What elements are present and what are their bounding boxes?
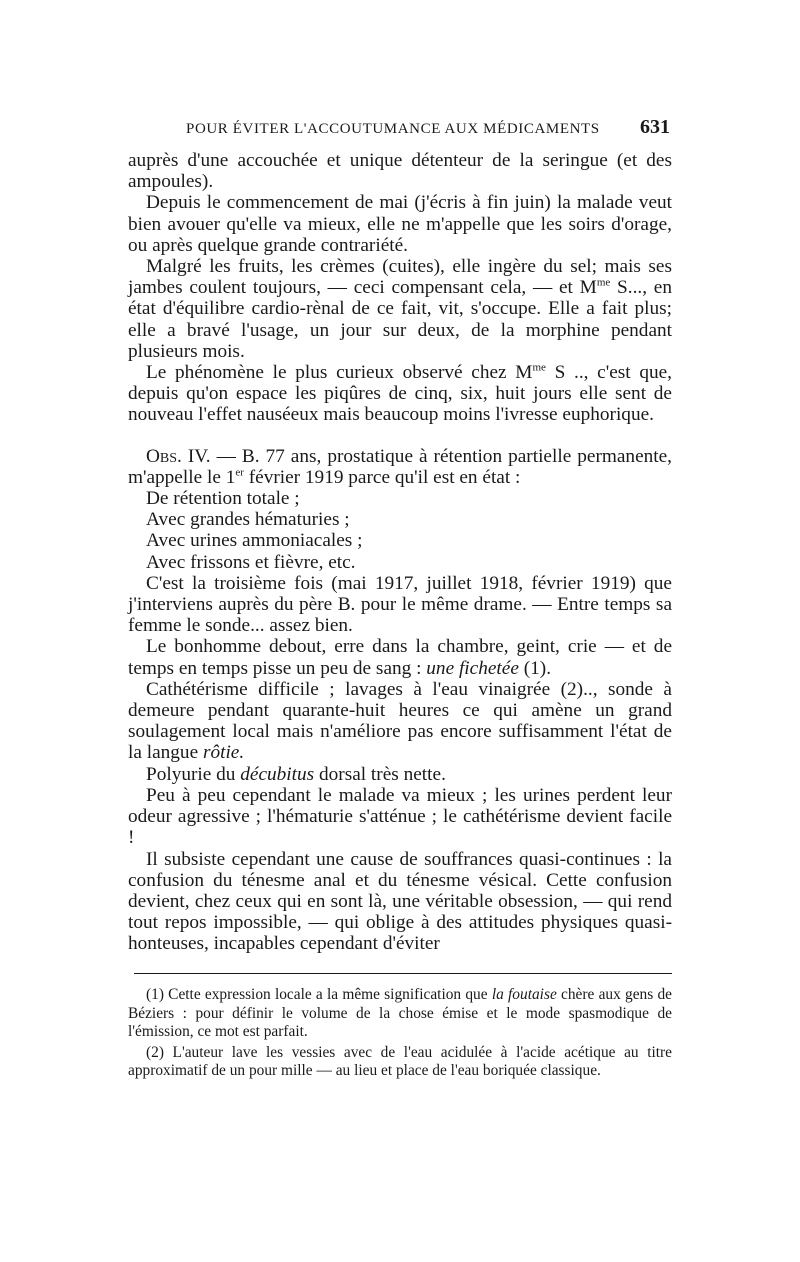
list-item: De rétention totale ; — [146, 488, 300, 510]
running-title: POUR ÉVITER L'ACCOUTUMANCE AUX MÉDICAMENTS — [186, 121, 600, 137]
list-item: Avec frissons et fièvre, etc. — [146, 551, 356, 573]
italic-text: décubitus — [240, 763, 315, 785]
list-item: Avec urines ammoniacales ; — [146, 530, 363, 552]
superscript: me — [596, 276, 611, 289]
text-run: Le phénomène le plus curieux observé chez M — [146, 362, 533, 384]
text-run: Le bonhomme debout, erre dans la chambre, geint, crie — et de temps en temps pisse un peu de sang : — [128, 636, 672, 679]
page-number: 631 — [640, 116, 670, 138]
text-run: S .., c'est que, depuis qu'on espace les piqûres de cinq, six, huit jours elle sent de nouveau l'effet nauséeux mais beaucoup moins l'ivresse euphorique. — [128, 362, 673, 426]
text-run: Polyurie du — [146, 763, 241, 785]
paragraph — [128, 764, 672, 785]
text-run: S..., en état d'équilibre cardio-rènal de ce fait, vit, s'occupe. Elle a fait plus; elle a bravé l'usage, un jour sur deux, de la morphine pendant plusieurs mois. — [128, 277, 673, 362]
page-header — [186, 116, 670, 139]
footnote-2: (2) L'auteur lave les vessies avec de l'eau acidulée à l'acide acétique au titre approximatif de un pour mille — au lieu et place de l'eau boriquée classique. — [128, 1043, 672, 1079]
text-run: chère aux gens de Béziers : pour définir le volume de la chose émise et le mode spasmodique de l'émission, ce mot est parfait. — [128, 986, 672, 1040]
italic-text: la foutaise — [491, 986, 557, 1003]
footnote-1 — [128, 986, 672, 1042]
observation-paragraph — [128, 446, 672, 488]
paragraph: Peu à peu cependant le malade va mieux ; les urines perdent leur odeur agressive ; l'hématurie s'atténue ; le cathétérisme devient facile ! — [128, 784, 672, 849]
main-text — [128, 150, 672, 955]
footnote-rule — [134, 973, 672, 974]
superscript: me — [532, 361, 546, 374]
footnotes — [128, 986, 672, 1083]
italic-text: rôtie. — [202, 742, 245, 764]
italic-text: une fichetée — [426, 657, 519, 679]
text-run: Malgré les fruits, les crèmes (cuites), elle ingère du sel; mais ses jambes coulent toujours, — ceci compensant cela, — et M — [128, 256, 672, 299]
paragraph — [128, 362, 672, 426]
list-item: Avec grandes hématuries ; — [146, 509, 350, 531]
paragraph — [128, 256, 672, 362]
paragraph: Depuis le commencement de mai (j'écris à fin juin) la malade veut bien avouer qu'elle va mieux, elle ne m'appelle que les soirs d'orage, ou après quelque grande contrariété. — [128, 192, 672, 256]
text-run: (1) Cette expression locale a la même signification que — [146, 986, 492, 1003]
text-run: (1). — [518, 657, 552, 679]
paragraph — [128, 679, 672, 764]
observation-label: Obs. IV. — [146, 445, 211, 467]
paragraph: auprès d'une accouchée et unique détenteur de la seringue (et des ampoules). — [128, 150, 672, 193]
superscript: er — [235, 466, 244, 479]
paragraph — [128, 636, 672, 678]
text-run: — B. 77 ans, prostatique à rétention partielle permanente, m'appelle le 1 — [128, 445, 673, 488]
text-run: Cathétérisme difficile ; lavages à l'eau vinaigrée (2).., sonde à demeure pendant quarante-huit heures ce qui amène un grand soulagement local mais n'améliore pas encore suffisamment l'état de la langue — [128, 678, 672, 764]
paragraph: Il subsiste cependant une cause de souffrances quasi-continues : la confusion du ténesme anal et du ténesme vésical. Cette confusion devient, chez ceux qui en sont là, une véritable obsession, — qui rend tout repos impossible, — qui oblige à des attitudes physiques quasi-honteuses, incapables cependant d'éviter — [128, 848, 672, 955]
text-run: février 1919 parce qu'il est en état : — [243, 466, 521, 488]
paragraph: C'est la troisième fois (mai 1917, juillet 1918, février 1919) que j'interviens auprès du père B. pour le même drame. — Entre temps sa femme le sonde... assez bien. — [128, 572, 672, 637]
text-run: dorsal très nette. — [314, 763, 446, 785]
